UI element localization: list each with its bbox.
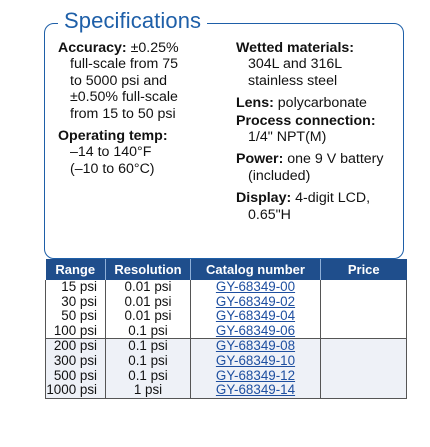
price-cell xyxy=(321,383,407,398)
power-label: Power: xyxy=(236,151,284,168)
catalog-number-cell xyxy=(191,354,321,369)
range-cell: 50 psi xyxy=(46,309,106,324)
range-cell: 15 psi xyxy=(46,280,106,295)
lens-value: polycarbonate xyxy=(277,95,367,112)
table-header-row xyxy=(46,259,407,280)
header-range: Range xyxy=(46,259,106,280)
catalog-number-cell xyxy=(191,309,321,324)
process-connection-spec xyxy=(236,113,404,146)
operating-temp-label: Operating temp: xyxy=(58,128,168,145)
accuracy-line: full-scale from 75 xyxy=(70,56,179,73)
table-row xyxy=(46,309,407,324)
catalog-number-link[interactable]: GY-68349-08 xyxy=(215,338,296,354)
power-line: (included) xyxy=(248,167,311,184)
display-value: 4-digit LCD, xyxy=(295,190,371,207)
resolution-cell: 0.1 psi xyxy=(106,324,191,339)
catalog-number-cell xyxy=(191,369,321,384)
resolution-cell: 0.01 psi xyxy=(106,280,191,295)
power-spec xyxy=(236,151,404,184)
resolution-cell: 0.1 psi xyxy=(106,339,191,354)
catalog-number-link[interactable]: GY-68349-04 xyxy=(215,308,296,324)
wetted-materials-spec xyxy=(236,40,404,89)
catalog-number-cell xyxy=(191,339,321,354)
accuracy-value: ±0.25% xyxy=(130,40,179,56)
lens-label: Lens: xyxy=(236,95,274,112)
header-catalog-number: Catalog number xyxy=(191,259,321,280)
operating-temp-line: (–10 to 60°C) xyxy=(70,160,155,177)
table-row xyxy=(46,295,407,310)
display-spec xyxy=(236,190,404,223)
range-cell: 200 psi xyxy=(46,339,106,354)
catalog-number-cell xyxy=(191,383,321,398)
header-price: Price xyxy=(321,259,407,280)
table-row xyxy=(46,339,407,354)
wetted-materials-label: Wetted materials: xyxy=(236,40,355,56)
price-cell xyxy=(321,309,407,324)
display-label: Display: xyxy=(236,190,292,207)
catalog-number-link[interactable]: GY-68349-14 xyxy=(215,382,296,398)
resolution-cell: 0.01 psi xyxy=(106,309,191,324)
lens-spec xyxy=(236,95,404,111)
price-cell xyxy=(321,295,407,310)
catalog-number-cell xyxy=(191,295,321,310)
accuracy-line: to 5000 psi and xyxy=(70,72,168,89)
catalog-table xyxy=(45,259,407,399)
table-row xyxy=(46,369,407,384)
range-cell: 500 psi xyxy=(46,369,106,384)
catalog-number-link[interactable]: GY-68349-10 xyxy=(215,352,296,368)
catalog-number-link[interactable]: GY-68349-00 xyxy=(215,279,296,294)
catalog-number-link[interactable]: GY-68349-02 xyxy=(215,293,296,309)
catalog-number-cell xyxy=(191,280,321,295)
process-connection-value: 1/4" NPT(M) xyxy=(248,129,327,146)
resolution-cell: 0.1 psi xyxy=(106,369,191,384)
catalog-number-cell xyxy=(191,324,321,339)
operating-temp-spec xyxy=(58,128,228,177)
range-cell: 100 psi xyxy=(46,324,106,339)
operating-temp-line: –14 to 140°F xyxy=(70,144,152,161)
power-value: one 9 V battery xyxy=(287,151,384,168)
table-row xyxy=(46,354,407,369)
process-connection-label: Process connection: xyxy=(236,112,376,129)
table-row xyxy=(46,324,407,339)
range-cell: 300 psi xyxy=(46,354,106,369)
price-cell xyxy=(321,280,407,295)
catalog-number-link[interactable]: GY-68349-12 xyxy=(215,367,296,383)
specs-right-column xyxy=(236,40,404,224)
price-cell xyxy=(321,369,407,384)
table-row xyxy=(46,280,407,295)
accuracy-line: from 15 to 50 psi xyxy=(70,105,176,122)
accuracy-label: Accuracy: xyxy=(58,40,127,56)
range-cell: 1000 psi xyxy=(46,383,106,398)
header-resolution: Resolution xyxy=(106,259,191,280)
resolution-cell: 1 psi xyxy=(106,383,191,398)
table-row xyxy=(46,383,407,398)
specifications-title: Specifications xyxy=(58,6,207,36)
display-line: 0.65"H xyxy=(248,206,291,223)
specs-left-column xyxy=(58,40,228,178)
resolution-cell: 0.01 psi xyxy=(106,295,191,310)
wetted-materials-line: 304L and 316L xyxy=(248,56,343,73)
resolution-cell: 0.1 psi xyxy=(106,354,191,369)
accuracy-line: ±0.50% full-scale xyxy=(70,89,178,106)
price-cell xyxy=(321,324,407,339)
accuracy-spec xyxy=(58,40,228,122)
range-cell: 30 psi xyxy=(46,295,106,310)
catalog-number-link[interactable]: GY-68349-06 xyxy=(215,322,296,338)
price-cell xyxy=(321,354,407,369)
wetted-materials-line: stainless steel xyxy=(248,72,338,89)
price-cell xyxy=(321,339,407,354)
